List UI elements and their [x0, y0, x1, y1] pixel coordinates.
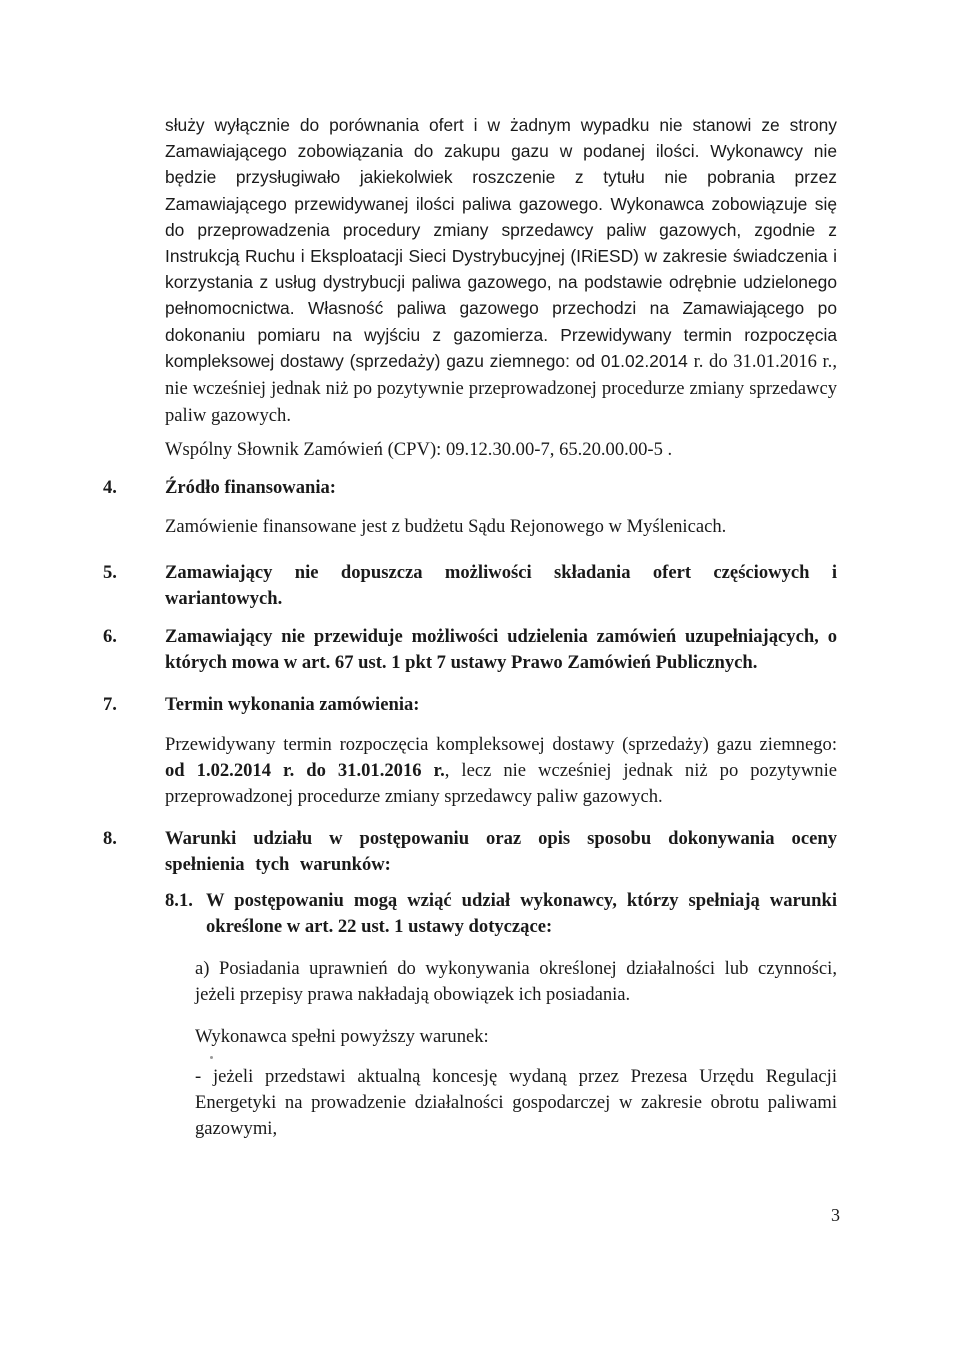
- intro-date-range: r. do 31.01.2016 r.: [693, 350, 833, 372]
- page-number: 3: [831, 1205, 840, 1225]
- section-7-text: [165, 732, 837, 810]
- section-7-text-a: Przewidywany termin rozpoczęcia kompleksowej dostawy (sprzedaży) gazu ziemnego:: [165, 734, 837, 755]
- section-6-number: 6.: [103, 626, 117, 647]
- section-7-date-range: od 1.02.2014 r. do 31.01.2016 r.: [165, 760, 445, 781]
- section-4-text: Zamówienie finansowane jest z budżetu Sądu Rejonowego w Myślenicach.: [165, 516, 727, 537]
- section-5-number: 5.: [103, 562, 117, 583]
- section-7-heading: Termin wykonania zamówienia:: [165, 694, 420, 715]
- section-4-number: 4.: [103, 477, 117, 498]
- item-a-text: a) Posiadania uprawnień do wykonywania określonej działalności lub czynności, jeżeli przepisy prawa nakładają obowiązek ich posiadania.: [195, 958, 837, 1005]
- section-7-number: 7.: [103, 694, 117, 715]
- cpv-line: Wspólny Słownik Zamówień (CPV): 09.12.30.00-7, 65.20.00.00-5 .: [165, 439, 673, 460]
- section-8-heading: Warunki udziału w postępowaniu oraz opis sposobu dokonywania oceny spełnienia tych warunków:: [165, 828, 837, 875]
- section-8-number: 8.: [103, 828, 117, 849]
- subsection-8-1-heading: W postępowaniu mogą wziąć udział wykonawcy, którzy spełniają warunki określone w art. 22 ust. 1 ustawy dotyczące:: [206, 890, 837, 937]
- section-4-heading: Źródło finansowania:: [165, 477, 336, 498]
- subsection-8-1-number: 8.1.: [165, 890, 193, 911]
- section-7-text-b: , lecz nie wcześniej jednak niż po pozytywnie przeprowadzonej procedurze zmiany sprzedawcy paliw gazowych.: [165, 760, 837, 807]
- bullet-text: - jeżeli przedstawi aktualną koncesję wydaną przez Prezesa Urzędu Regulacji Energetyki na prowadzenie działalności gospodarczej w zakresie obrotu paliwami gazowymi,: [195, 1066, 837, 1139]
- section-5-heading: Zamawiający nie dopuszcza możliwości składania ofert częściowych i wariantowych.: [165, 562, 837, 609]
- section-6-heading: Zamawiający nie przewiduje możliwości udzielenia zamówień uzupełniających, o których mowa w art. 67 ust. 1 pkt 7 ustawy Prawo Zamówień Publicznych.: [165, 626, 837, 673]
- intro-paragraph: [165, 112, 837, 429]
- intro-closing-text: , nie wcześniej jednak niż po pozytywnie przeprowadzonej procedurze zmiany sprzedawcy paliw gazowych.: [165, 350, 837, 427]
- intro-sans-text: służy wyłącznie do porównania ofert i w żadnym wypadku nie stanowi ze strony Zamawiającego zobowiązania do zakupu gazu w podanej ilości. Wykonawcy nie będzie przysługiwało jakiekolwiek roszczenie z tytułu nie pobrania przez Zamawiającego przewidywanej ilości paliwa gazowego. Wykonawca zobowiązuje się do przeprowadzenia procedury zmiany sprzedawcy paliw gazowych, zgodnie z Instrukcją Ruchu i Eksploatacji Sieci Dystrybucyjnej (IRiESD) w zakresie świadczenia i korzystania z usług dystrybucji paliwa gazowego, na podstawie odrębnie udzielonego pełnomocnictwa. Własność paliwa gazowego przechodzi na Zamawiającego po dokonaniu pomiaru na wyjściu z gazomierza. Przewidywany termin rozpoczęcia kompleksowej dostawy (sprzedaży) gazu ziemnego: od 01.02.2014: [165, 115, 837, 371]
- scan-speck: [210, 1056, 213, 1059]
- condition-text: Wykonawca spełni powyższy warunek:: [195, 1026, 489, 1047]
